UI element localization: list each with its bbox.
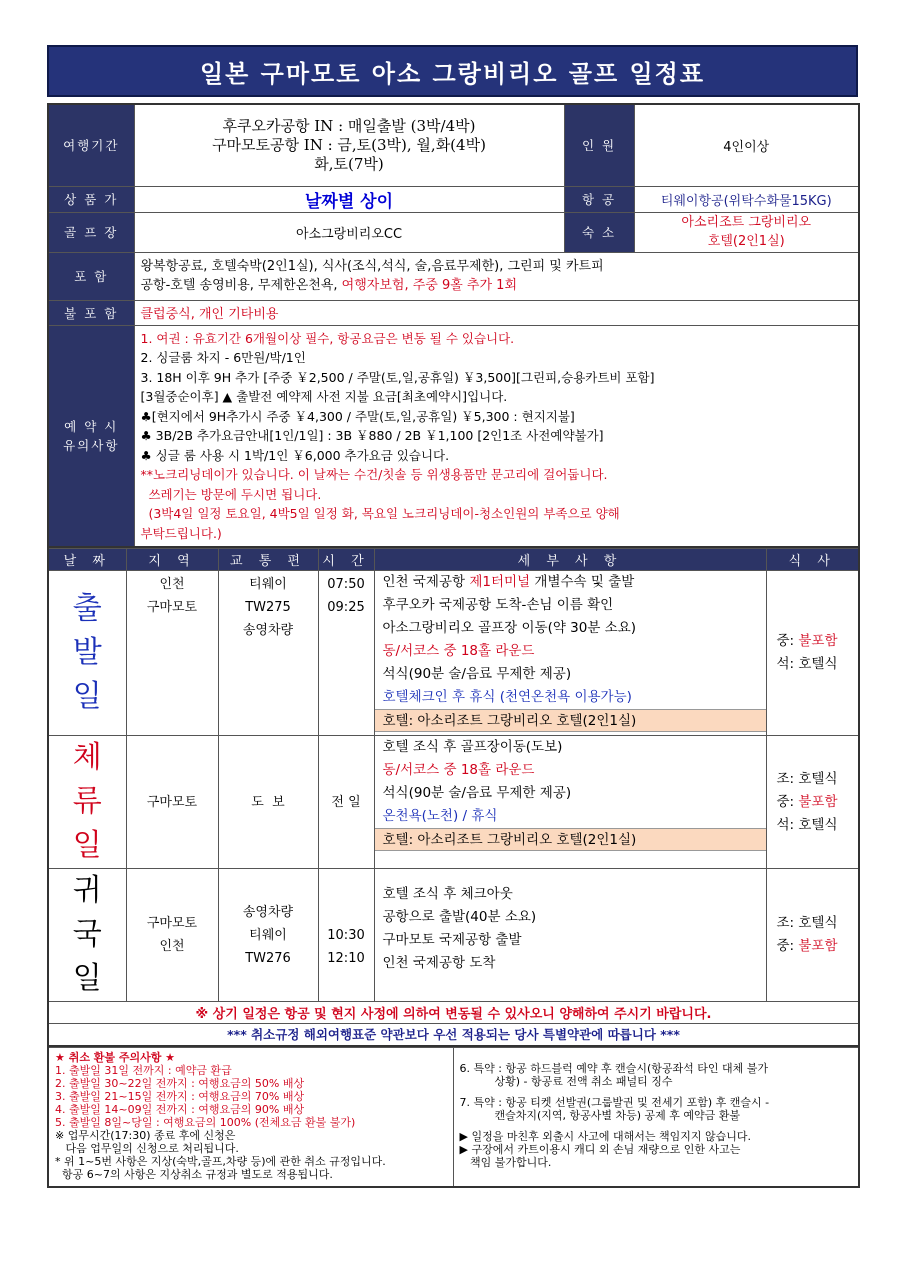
day-label — [48, 869, 126, 1002]
region-text: 인천 — [159, 577, 185, 592]
transport-cell — [218, 736, 318, 869]
policy-item: 4. 출발일 14~09일 전까지 : 여행요금의 90% 배상 — [55, 1102, 305, 1116]
time-text: 09:25 — [327, 600, 365, 615]
time-cell — [318, 571, 374, 736]
people-value: 4인이상 — [634, 104, 859, 186]
info-table — [47, 103, 860, 548]
detail-highlight: 제1터미널 — [469, 574, 531, 590]
meal-line — [767, 814, 859, 837]
airline-value: 티웨이항공(위탁수화물15KG) — [634, 186, 859, 212]
meal-line — [767, 630, 859, 653]
detail-line — [375, 782, 766, 805]
day-char: 귀 — [72, 873, 102, 908]
note-line: 부탁드립니다.) — [140, 525, 222, 541]
detail-text: 온천욕(노천) / 휴식 — [382, 808, 498, 824]
stay-value — [634, 212, 859, 252]
policy-item: ▶ 일정을 마친후 외출시 사고에 대해서는 책임지지 않습니다. — [459, 1129, 751, 1143]
transport-text: TW275 — [245, 600, 291, 615]
detail-text: 아소그랑비리오 골프장 이동(약 30분 소요) — [382, 620, 637, 636]
hotel-line: 호텔: 아소리조트 그랑비리오 호텔(2인1실) — [375, 709, 766, 732]
policy-item: 1. 출발일 31일 전까지 : 예약금 환급 — [55, 1063, 232, 1077]
detail-text: 호텔 조식 후 골프장이동(도보) — [382, 739, 563, 755]
detail-line — [375, 617, 766, 640]
itinerary-document — [47, 45, 858, 1188]
note-line: ♣[현지에서 9H추가시 주중 ￥4,300 / 주말(토,일,공휴일) ￥5,300 : 현지지불] — [140, 408, 575, 424]
include-value — [134, 252, 859, 300]
detail-line — [375, 571, 766, 594]
meal-key: 석: — [776, 656, 799, 672]
time-text: 12:10 — [327, 951, 365, 966]
region-text: 구마모토 — [146, 916, 198, 931]
meal-value: 호텔식 — [798, 816, 838, 833]
time-header: 시 간 — [318, 549, 374, 571]
period-line: 후쿠오카공항 IN : 매일출발 (3박/4박) — [222, 116, 476, 135]
transport-text: 티웨이 — [249, 927, 287, 943]
day-char: 발 — [72, 635, 102, 670]
region-text: 구마모토 — [146, 794, 198, 810]
include-label: 포 함 — [48, 252, 134, 300]
region-cell — [126, 736, 218, 869]
note-line: 쓰레기는 방문에 두시면 됩니다. — [140, 486, 322, 502]
transport-text: 도 보 — [251, 794, 285, 810]
day-label — [48, 571, 126, 736]
meal-value: 호텔식 — [798, 770, 838, 787]
notes-label-line: 예 약 시 — [64, 418, 119, 434]
transport-text: TW276 — [245, 950, 291, 966]
transport-header: 교 통 편 — [218, 549, 318, 571]
day-char: 류 — [72, 784, 102, 819]
note-line: ♣ 싱글 룸 사용 시 1박/1인 ￥6,000 추가요금 있습니다. — [140, 447, 450, 463]
exclude-value: 클럽중식, 개인 기타비용 — [134, 300, 859, 325]
time-text: 전 일 — [331, 794, 361, 810]
page-title: 일본 구마모토 아소 그랑비리오 골프 일정표 — [47, 45, 858, 97]
detail-text: 석식(90분 술/음료 무제한 제공) — [382, 666, 572, 682]
people-label: 인 원 — [564, 104, 634, 186]
policy-item: 6. 특약 : 항공 하드블럭 예약 후 캔슬시(항공좌석 타인 대체 불가 — [459, 1061, 768, 1075]
period-line: 구마모토공항 IN : 금,토(3박), 월,화(4박) — [212, 135, 486, 154]
time-cell — [318, 869, 374, 1002]
detail-text: 공항으로 출발(40분 소요) — [382, 909, 537, 925]
time-text: 07:50 — [327, 577, 365, 592]
period-line: 화,토(7박) — [314, 154, 384, 173]
meal-key: 중: — [776, 938, 799, 954]
region-header: 지 역 — [126, 549, 218, 571]
airline-label: 항 공 — [564, 186, 634, 212]
golf-value: 아소그랑비리오CC — [134, 212, 564, 252]
meal-cell — [766, 869, 859, 1002]
detail-text: 후쿠오카 국제공항 도착-손님 이름 확인 — [382, 597, 614, 613]
meal-cell — [766, 571, 859, 736]
meal-key: 조: — [776, 770, 799, 787]
detail-text: 호텔 조식 후 체크아웃 — [382, 886, 513, 902]
policy-item: 2. 출발일 30~22일 전까지 : 여행요금의 50% 배상 — [55, 1076, 305, 1090]
detail-line — [375, 663, 766, 686]
note-line: (3박4일 일정 토요일, 4박5일 일정 화, 목요일 노크리닝데이-청소인원의 부족으로 양해 — [140, 506, 620, 521]
detail-line — [375, 952, 766, 975]
detail-text: 인천 국제공항 도착 — [382, 955, 496, 971]
note-line: [3월중순이후] ▲ 출발전 예약제 사전 지불 요금[최초예약시]입니다. — [140, 389, 508, 404]
meal-key: 조: — [776, 915, 799, 931]
transport-text: 티웨이 — [249, 577, 287, 592]
day-label — [48, 736, 126, 869]
transport-cell — [218, 869, 318, 1002]
day-char: 일 — [72, 961, 102, 996]
note-line: 3. 18H 이후 9H 추가 [주중 ￥2,500 / 주말(토,일,공휴일) ￥3,500][그린피,승용카트비 포함] — [140, 369, 655, 385]
detail-text: 인천 국제공항 — [382, 574, 470, 590]
policy-item: 상황) - 항공료 전액 취소 패널티 징수 — [459, 1074, 673, 1088]
note-line: 1. 여권 : 유효기간 6개월이상 필수, 항공요금은 변동 될 수 있습니다. — [140, 330, 515, 346]
time-cell — [318, 736, 374, 869]
meal-key: 중: — [776, 633, 799, 649]
policy-note: * 위 1~5번 사항은 지상(숙박,골프,차량 등)에 관한 취소 규정입니다. — [55, 1154, 386, 1168]
detail-line — [375, 906, 766, 929]
include-line: 왕복항공료, 호텔숙박(2인1실), 식사(조식,석식, 술,음료무제한), 그린피 및 카트피 — [140, 259, 604, 274]
period-label: 여행기간 — [48, 104, 134, 186]
schedule-notice: ※ 상기 일정은 항공 및 현지 사정에 의하여 변동될 수 있사오니 양해하여 주시기 바랍니다. — [48, 1002, 859, 1024]
day-char: 국 — [72, 917, 102, 952]
stay-line: 아소리조트 그랑비리오 — [681, 215, 812, 230]
day-char: 일 — [72, 828, 102, 863]
note-line: 2. 싱글룸 차지 - 6만원/박/1인 — [140, 350, 306, 365]
detail-text: 석식(90분 술/음료 무제한 제공) — [382, 785, 572, 801]
policy-note: 항공 6~7의 사항은 지상취소 규정과 별도로 적용됩니다. — [55, 1167, 333, 1181]
meal-value: 호텔식 — [798, 656, 838, 672]
meal-line — [767, 768, 859, 791]
hotel-line: 호텔: 아소리조트 그랑비리오 호텔(2인1실) — [375, 828, 766, 851]
period-value — [134, 104, 564, 186]
policy-item: 캔슬차지(지역, 항공사별 차등) 공제 후 예약금 환불 — [459, 1108, 741, 1122]
detail-line — [375, 736, 766, 759]
meal-cell — [766, 736, 859, 869]
transport-text: 송영차량 — [242, 904, 294, 920]
exclude-label: 불 포 함 — [48, 300, 134, 325]
detail-line — [375, 686, 766, 709]
meal-line — [767, 912, 859, 935]
day-char: 체 — [72, 740, 102, 775]
details-header: 세 부 사 항 — [374, 549, 766, 571]
meal-key: 중: — [776, 793, 799, 810]
policy-item: 5. 출발일 8일~당일 : 여행요금의 100% (전체요금 환불 불가) — [55, 1115, 356, 1129]
notes-list — [134, 325, 859, 547]
meal-value: 불포함 — [798, 633, 838, 649]
transport-cell — [218, 571, 318, 736]
detail-text: 동/서코스 중 18홀 라운드 — [382, 643, 535, 659]
include-line: 공항-호텔 송영비용, 무제한온천욕, 여행자보험, 주중 9홀 추가 1회 — [140, 278, 518, 293]
stay-line: 호텔(2인1실) — [707, 234, 785, 249]
meal-value: 호텔식 — [798, 915, 838, 931]
time-text: 10:30 — [327, 928, 365, 943]
meal-line — [767, 935, 859, 958]
detail-line — [375, 640, 766, 663]
policy-item: 7. 특약 : 항공 티켓 선발권(그룹발권 및 전세기 포함) 후 캔슬시 - — [459, 1095, 770, 1109]
detail-line — [375, 883, 766, 906]
detail-line — [375, 805, 766, 828]
price-label: 상 품 가 — [48, 186, 134, 212]
region-cell — [126, 869, 218, 1002]
detail-text: 동/서코스 중 18홀 라운드 — [382, 762, 535, 778]
detail-text: 호텔체크인 후 휴식 (천연온천욕 이용가능) — [382, 689, 632, 705]
day-char: 일 — [72, 679, 102, 714]
policy-title: ★ 취소 환불 주의사항 ★ — [55, 1050, 176, 1064]
notes-label-line: 유의사항 — [63, 437, 120, 453]
schedule-table — [47, 548, 860, 1047]
detail-line — [375, 759, 766, 782]
details-cell — [374, 736, 766, 869]
region-text: 구마모토 — [146, 600, 198, 615]
region-text: 인천 — [159, 939, 185, 954]
meal-line — [767, 791, 859, 814]
cancellation-rule-notice: *** 취소규정 해외여행표준 약관보다 우선 적용되는 당사 특별약관에 따릅니다 *** — [48, 1024, 859, 1046]
policy-right — [453, 1047, 859, 1187]
policy-item: 책임 불가합니다. — [459, 1155, 552, 1169]
policy-left — [48, 1047, 453, 1187]
region-cell — [126, 571, 218, 736]
meal-value: 불포함 — [798, 938, 838, 954]
policy-item: ▶ 구장에서 카트이용시 캐디 외 손님 재량으로 인한 사고는 — [459, 1142, 741, 1156]
day-char: 출 — [72, 591, 102, 626]
meal-value: 불포함 — [798, 793, 838, 810]
policy-note: ※ 업무시간(17:30) 종료 후에 신청은 — [55, 1128, 236, 1142]
meal-line — [767, 653, 859, 676]
transport-text: 송영차량 — [242, 623, 294, 638]
note-line: ♣ 3B/2B 추가요금안내[1인/1일] : 3B ￥880 / 2B ￥1,100 [2인1조 사전예약불가] — [140, 428, 604, 443]
meal-key: 석: — [776, 816, 799, 833]
price-value: 날짜별 상이 — [134, 186, 564, 212]
detail-text: 구마모토 국제공항 출발 — [382, 932, 522, 948]
notes-label — [48, 325, 134, 547]
detail-text: 개별수속 및 출발 — [530, 574, 635, 590]
golf-label: 골 프 장 — [48, 212, 134, 252]
details-cell — [374, 571, 766, 736]
policy-item: 3. 출발일 21~15일 전까지 : 여행요금의 70% 배상 — [55, 1089, 305, 1103]
policy-note: 다음 업무일의 신청으로 처리됩니다. — [55, 1141, 239, 1155]
note-line: **노크리닝데이가 있습니다. 이 날짜는 수건/칫솔 등 위생용품만 문고리에 걸어둡니다. — [140, 467, 608, 482]
cancellation-policy — [47, 1047, 860, 1189]
details-cell — [374, 869, 766, 1002]
detail-line — [375, 594, 766, 617]
date-header: 날 짜 — [48, 549, 126, 571]
stay-label: 숙 소 — [564, 212, 634, 252]
meal-header: 식 사 — [766, 549, 859, 571]
detail-line — [375, 929, 766, 952]
